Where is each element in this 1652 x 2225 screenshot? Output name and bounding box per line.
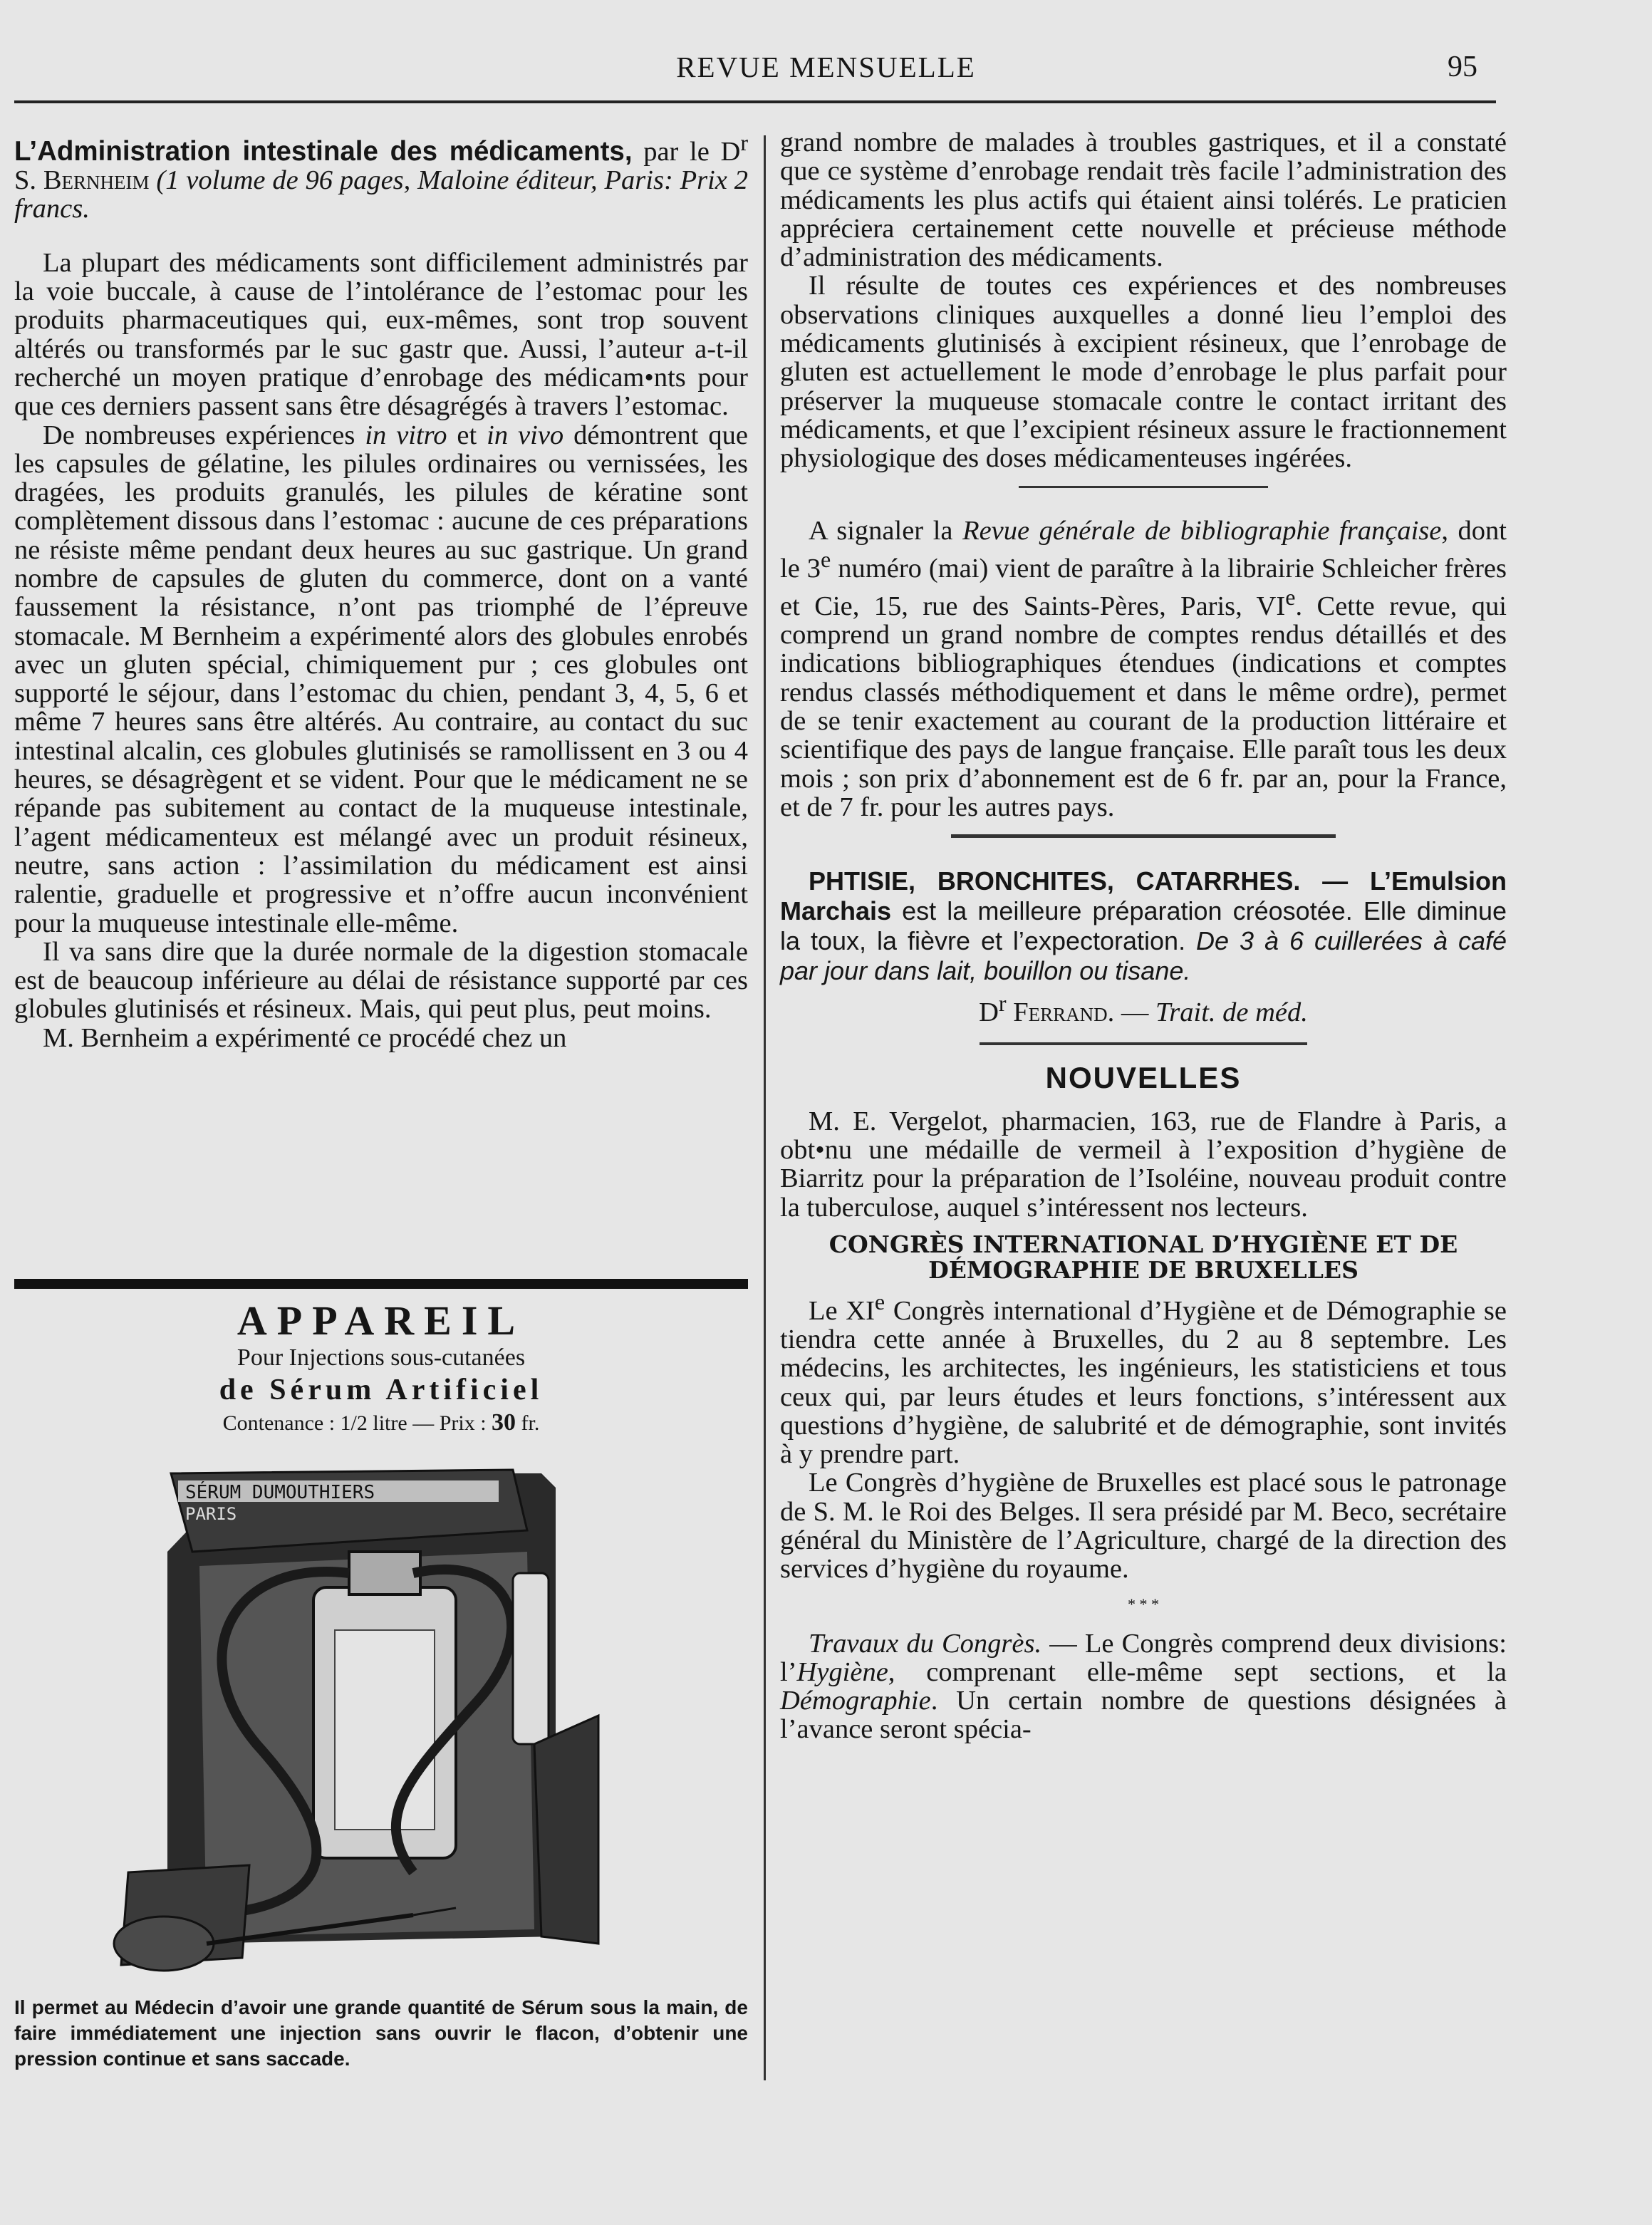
text-run: , dont le 3 [780,515,1507,584]
text-run: , comprenant elle-même sept sections, et la [888,1656,1507,1687]
nouvelles-heading: NOUVELLES [1045,1061,1242,1095]
text-run: Trait. de méd. [1155,997,1308,1028]
paragraph: Il va sans dire que la durée normale de la digestion stomacale est de beaucoup inférieure au délai de résistance supporté par ces globules glutinisés et résineux. Mais, qui peut plus, peut moins. [14,936,748,1025]
ad-subline: Pour Injections sous-cutanées [237,1344,526,1371]
paragraph: La plupart des médicaments sont difficilement administrés par la voie buccale, à cause de l’intolérance de l’estomac pour les produits pharmaceutiques qui, eux-mêmes, sont trop souvent altérés ou transformés par le suc gastr que. Aussi, l’auteur a-t-il recherché un moyen pratique d’enrobage des médicam•nts pour que ces derniers passent sans être désagrégés à travers l’estomac. [14,247,748,422]
book-dr-sup: r [740,130,748,155]
journal-title: REVUE MENSUELLE [676,51,976,83]
paragraph: M. Bernheim a expérimenté ce procédé chez un [43,1022,567,1053]
ad-product: de Sérum Artificiel [219,1374,544,1406]
book-author: S. Bernheim [14,165,157,196]
phtisie-signature [780,989,1507,1027]
running-header [0,50,1652,93]
book-review-heading [14,128,748,224]
ad-price-line [14,1407,748,1439]
text-run: numéro (mai) vient de paraître à la librairie Schleicher frères et Cie, 15, rue des Saints-Pères, Paris, VI [780,553,1507,621]
text-run: et [447,420,487,450]
text-run: r [998,990,1007,1017]
congres-heading [780,1232,1507,1283]
text-run: e [1285,584,1296,610]
text-run: Hygiène [796,1656,888,1687]
paragraph: grand nombre de malades à troubles gastriques, et il a constaté que ce système d’enrobage rendait très facile l’administration des médicaments les plus actifs qui étaient ainsi tolérés. Le praticien appréciera certainement cette nouvelle et précieuse méthode d’administration des médicaments. [780,128,1507,273]
ad-headline: APPAREIL [237,1297,526,1344]
paragraph: M. E. Vergelot, pharmacien, 163, rue de Flandre à Paris, a obt•nu une médaille de vermeil à l’exposition d’hygiène de Biarritz pour la préparation de l’Isoléine, nouveau produit contre la tuberculose, auquel s’intéressent nos lecteurs. [780,1106,1507,1223]
text-run: in vivo [487,420,564,450]
section-rule [951,834,1336,838]
text-run: Le XI [809,1295,875,1326]
book-details: (1 volume de 96 pages, Maloine éditeur, Paris: Prix 2 francs. [14,165,748,224]
separator-stars: * * * [1128,1594,1159,1613]
text-run: De 3 à 6 cuillerées à café par jour dans lait, bouillon ou tisane. [780,926,1507,986]
text-run: D [979,997,999,1028]
right-column [780,128,1507,1744]
text-run: in vitro [365,420,447,450]
text-run: fr. [516,1411,540,1435]
text-run: Congrès international d’Hygiène et de Démographie se tiendra cette année à Bruxelles, du 2 au 8 septembre. Les médecins, les architectes, les ingénieurs, les statisticiens et tous ceux qui, par leurs études et leurs fonctions, s’intéressent aux questions d’hygiène, de salubrité et de démographie, sont invités à y prendre part. [780,1295,1507,1470]
left-column [14,128,748,1052]
paragraph [780,1629,1507,1744]
text-run: — Le Congrès comprend deux divisions: l’ [780,1628,1507,1687]
paragraph [780,1287,1507,1469]
paragraph: Le Congrès d’hygiène de Bruxelles est placé sous le patronage de S. M. le Roi des Belges. Il sera présidé par M. Beco, secrétaire général du Ministère de l’Agriculture, chargé de la direction des services d’hygiène du royaume. [780,1468,1507,1585]
text-run: Ferrand. [1006,997,1115,1028]
text-run: A signaler la [809,515,963,546]
ad-top-bar [14,1279,748,1289]
column-divider [764,135,766,2080]
page-number: 95 [1448,51,1477,83]
text-run: Revue générale de bibliographie française [962,515,1442,546]
text-run: . Un certain nombre de questions désignées à l’avance seront spécia- [780,1686,1507,1745]
header-rule [14,100,1496,103]
congres-heading-line: DÉMOGRAPHIE DE BRUXELLES [928,1255,1359,1284]
paragraph: Il résulte de toutes ces expériences et des nombreuses observations cliniques auxquelles a donné lieu l’emploi des médicaments glutinisés à excipient résineux, que l’enrobage de gluten est actuellement le mode d’enrobage le plus parfait pour préserver la muqueuse stomacale contre le contact irritant des médicaments, et que l’excipient résineux assure le fractionnement physiologique des doses médicamenteuses ingérées. [780,271,1507,474]
box-label: SÉRUM DUMOUTHIERS [185,1482,375,1503]
serum-advertisement [14,1279,748,2091]
section-rule [980,1042,1307,1045]
serum-apparatus-illustration [14,1445,748,1986]
phtisie-title: PHTISIE, BRONCHITES, CATARRHES. — L’Emulsion Marchais [780,866,1507,926]
text-run: Contenance : 1/2 litre — Prix : [222,1411,492,1435]
congres-heading-line: CONGRÈS INTERNATIONAL D’HYGIÈNE ET DE [828,1230,1458,1258]
text-run: e [874,1288,885,1314]
text-run: Travaux du Congrès. [809,1628,1042,1659]
section-rule [1019,486,1268,488]
box-label-city: PARIS [185,1504,237,1524]
spacer [14,224,748,249]
text-run: démontrent que les capsules de gélatine, les pilules ordinaires ou vernissées, les dragées, les produits granulés, les pilules de kératine sont complètement dissous dans l’estomac : aucune de ces préparations ne résiste même pendant deux heures au suc gastrique. Un grand nombre de capsules de gluten du commerce, dont on a vanté faussement la résistance, n’ont pas triomphé de l’épreuve stomacale. M Bernheim a expérimenté alors des globules enrobés avec un gluten spécial, chimiquement pur ; ces globules ont supporté le séjour, dans l’estomac du chien, pendant 3, 4, 5, 6 et même 7 heures sans être altérés. Au contraire, au contact du suc intestinal alcalin, ces globules glutinisés se ramollissent en 3 ou 4 heures, se désagrègent et se vident. Pour que le médicament ne se répande pas subitement au contact de la muqueuse intestinale, l’agent médicamenteux est mélangé avec un produit résineux, neutre, sans action : l’assimilation du médicament est ainsi ralentie, graduelle et progressive et n’offre aucun inconvénient pour la muqueuse intestinale elle-même. [14,420,748,938]
book-title: L’Administration intestinale des médicaments, [14,135,633,167]
phtisie-notice [780,866,1507,986]
ad-caption: Il permet au Médecin d’avoir une grande quantité de Sérum sous la main, de faire immédiatement une injection sans ouvrir le flacon, d’obtenir une pression continue et sans saccade. [14,1996,748,2070]
paragraph [14,421,748,938]
text-run: est la meilleure préparation créosotée. Elle diminue la toux, la fièvre et l’expectoration. [780,896,1507,956]
paragraph [780,517,1507,822]
text-run: De nombreuses expériences [43,420,365,450]
book-by: par le D [632,136,741,167]
text-run: — [1114,997,1155,1028]
text-run: Démographie [780,1686,931,1716]
text-run: . Cette revue, qui comprend un grand nombre de comptes rendus détaillés et des indications bibliographiques étendues (indications et comptes rendus classés méthodiquement et dans le même ordre), permet de se tenir exactement au courant de la production littéraire et scientifique des pays de langue française. Elle paraît tous les deux mois ; son prix d’abonnement est de 6 fr. par an, pour la France, et de 7 fr. pour les autres pays. [780,591,1507,822]
ad-price: 30 [492,1409,516,1436]
text-run: e [821,546,831,572]
